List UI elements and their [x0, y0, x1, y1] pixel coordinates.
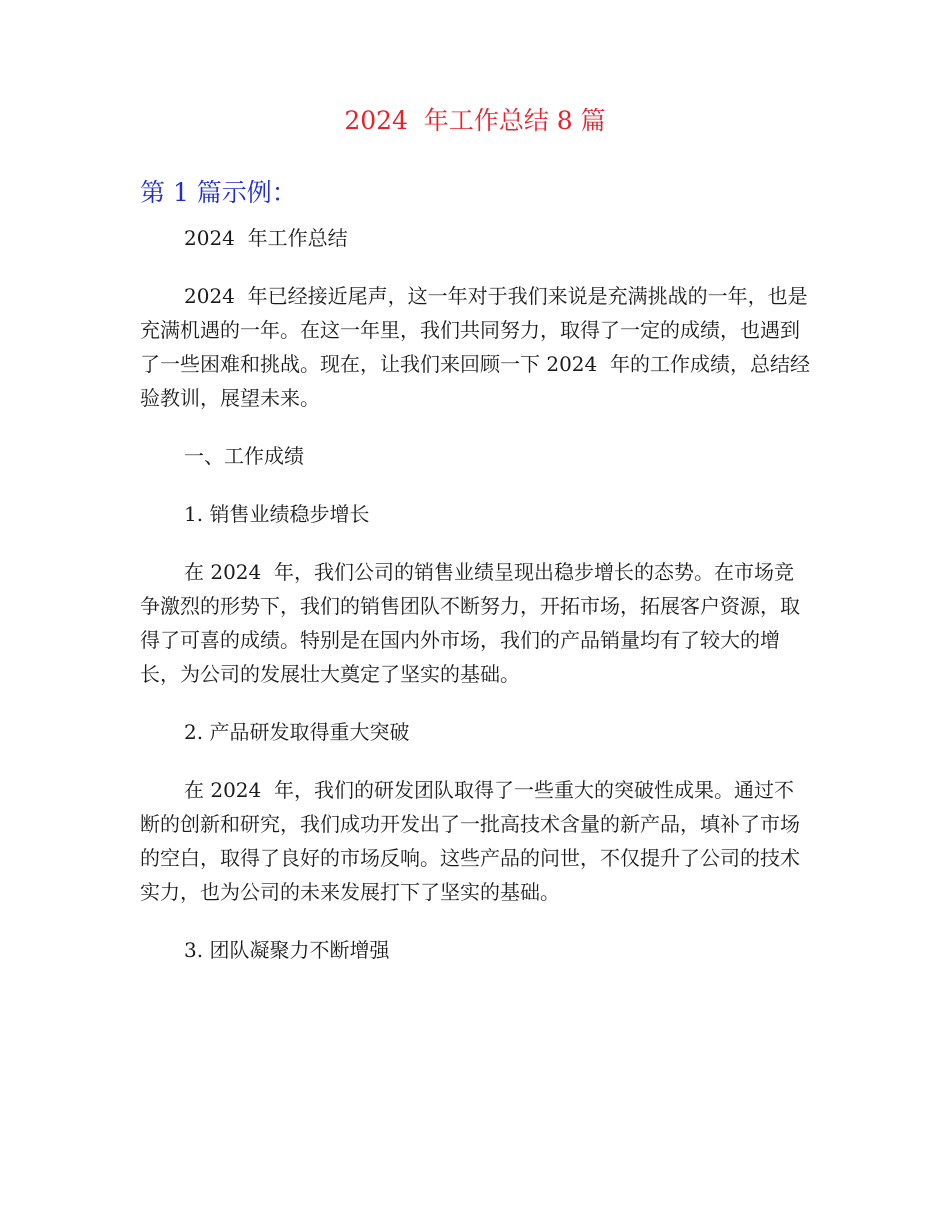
subheading-rnd: 2. 产品研发取得重大突破 — [184, 720, 410, 744]
paragraph-intro: 2024 年已经接近尾声，这一年对于我们来说是充满挑战的一年，也是充满机遇的一年。在这一年里，我们共同努力，取得了一定的成绩，也遇到了一些困难和挑战。现在，让我们来回顾一下 2024 年的工作成绩，总结经验教训，展望未来。 — [140, 284, 810, 410]
subheading-achievements: 一、工作成绩 — [184, 444, 304, 468]
paragraph-sales: 在 2024 年，我们公司的销售业绩呈现出稳步增长的态势。在市场竞争激烈的形势下，我们的销售团队不断努力，开拓市场，拓展客户资源，取得了可喜的成绩。特别是在国内外市场，我们的产品销量均有了较大的增长，为公司的发展壮大奠定了坚实的基础。 — [140, 560, 800, 686]
subheading-team: 3. 团队凝聚力不断增强 — [184, 938, 390, 962]
document-title: 2024 年工作总结 8 篇 — [344, 106, 606, 135]
document-body — [140, 221, 812, 991]
paragraph-rnd: 在 2024 年，我们的研发团队取得了一些重大的突破性成果。通过不断的创新和研究，我们成功开发出了一批高技术含量的新产品，填补了市场的空白，取得了良好的市场反响。这些产品的问世，不仅提升了公司的技术实力，也为公司的未来发展打下了坚实的基础。 — [140, 778, 800, 904]
section-heading: 第 1 篇示例： — [140, 178, 297, 207]
subheading-summary: 2024 年工作总结 — [184, 226, 348, 250]
subheading-sales: 1. 销售业绩稳步增长 — [184, 502, 370, 526]
